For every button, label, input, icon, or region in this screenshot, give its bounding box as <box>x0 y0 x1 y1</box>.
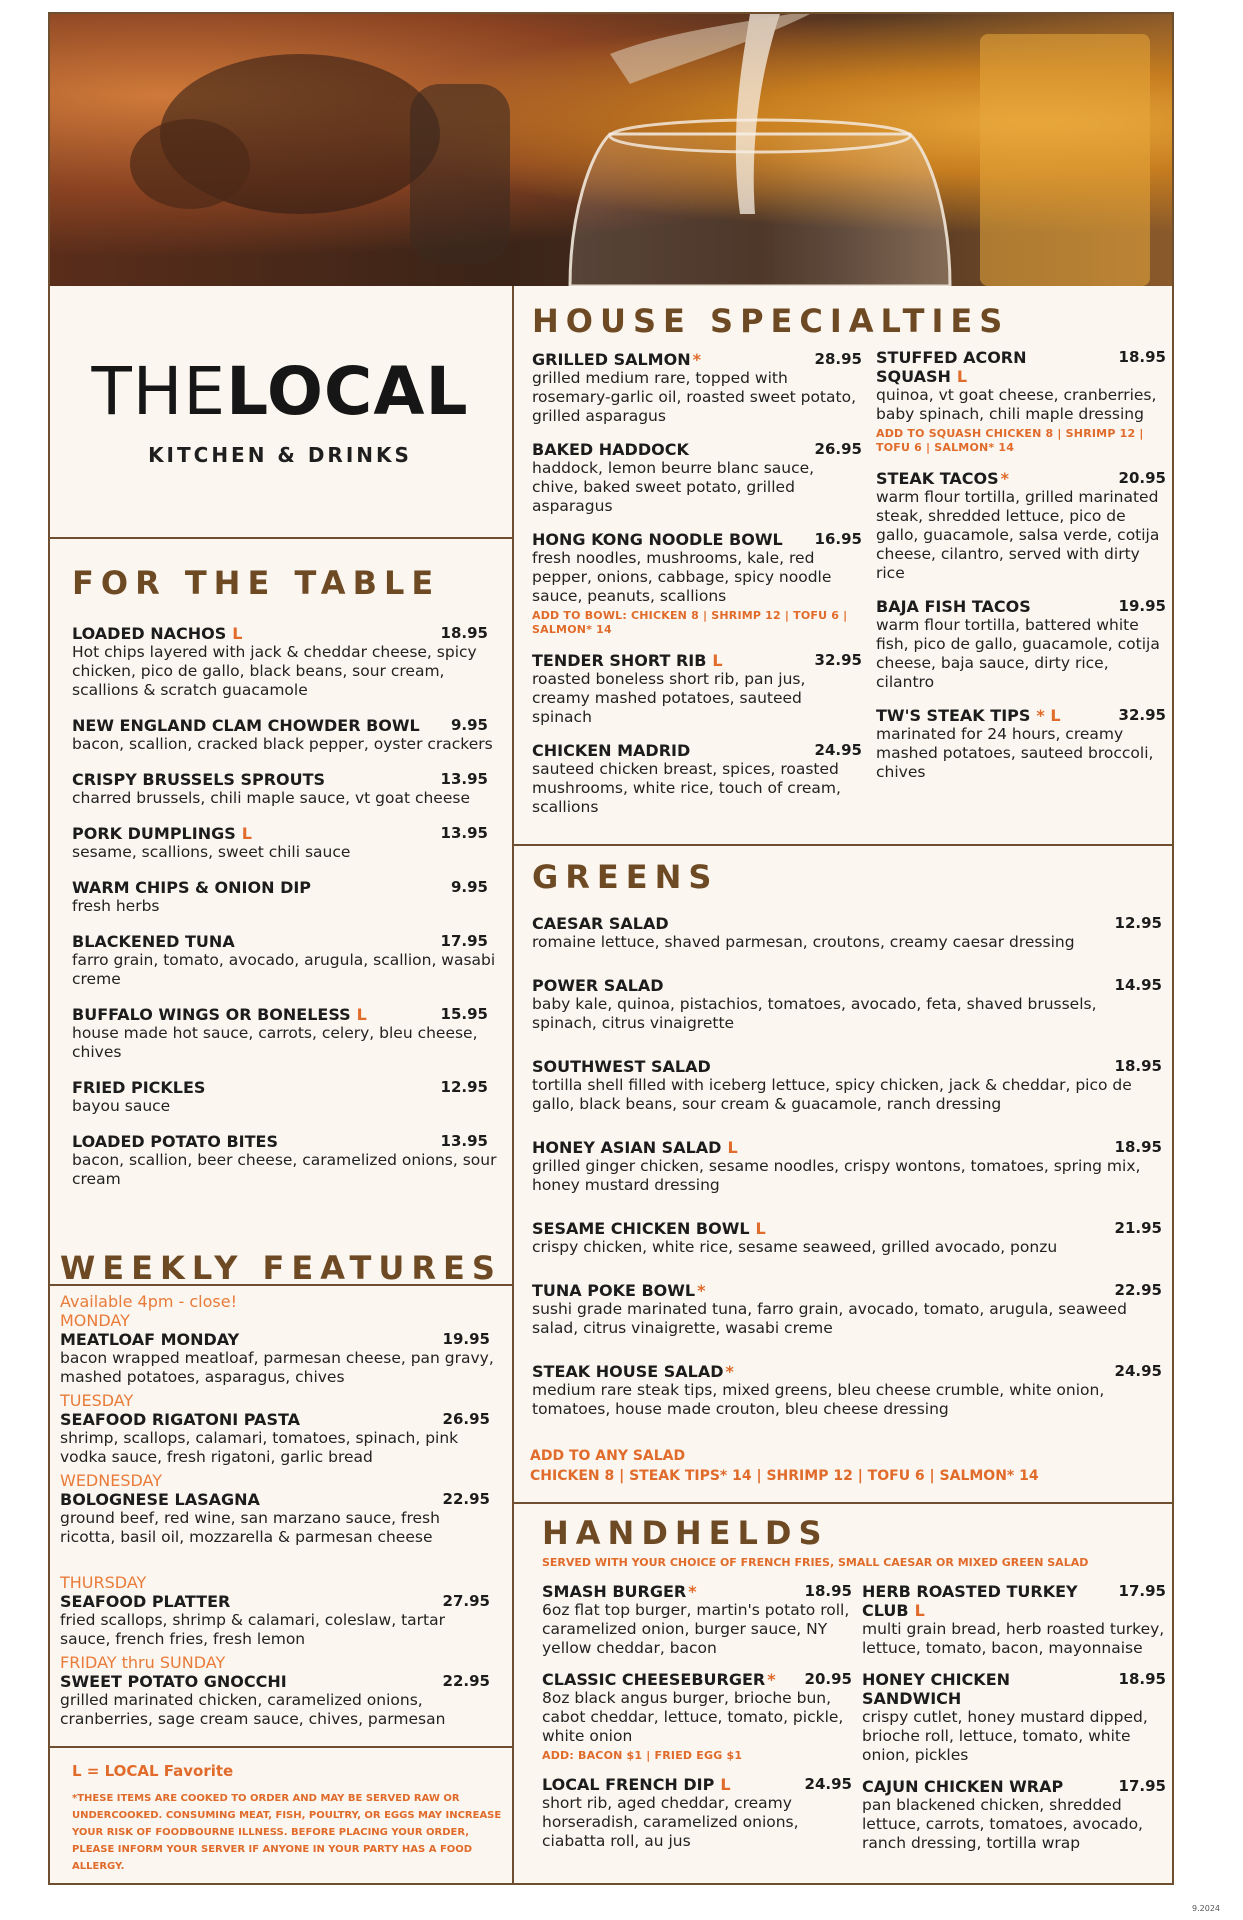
item-description: pan blackened chicken, shredded lettuce, carrots, tomatoes, avocado, ranch dressing, tortilla wrap <box>862 1796 1143 1852</box>
specialties-left <box>532 350 862 831</box>
weekly-item-description: grilled marinated chicken, caramelized onions, cranberries, sage cream sauce, chives, parmesan <box>60 1691 446 1728</box>
menu-item <box>532 914 1162 952</box>
menu-item <box>532 651 862 727</box>
column-divider <box>512 286 514 1885</box>
item-price: 12.95 <box>440 1078 488 1096</box>
item-price: 20.95 <box>1118 469 1166 487</box>
item-mark: * <box>692 350 701 369</box>
item-price: 18.95 <box>1114 1057 1162 1075</box>
item-name-text: SMASH BURGER <box>542 1582 687 1601</box>
item-name-text: CLASSIC CHEESEBURGER <box>542 1670 766 1689</box>
menu-item <box>72 824 504 862</box>
item-description: marinated for 24 hours, creamy mashed potatoes, sauteed broccoli, chives <box>876 725 1154 781</box>
item-price: 15.95 <box>440 1005 488 1023</box>
handhelds-subtitle <box>542 1556 1162 1569</box>
weekly-features <box>60 1292 500 1733</box>
item-description: sushi grade marinated tuna, farro grain, avocado, tomato, arugula, seaweed salad, citrus vinaigrette, wasabi creme <box>532 1300 1127 1337</box>
item-price: 18.95 <box>804 1582 852 1600</box>
item-name-text: LOCAL FRENCH DIP <box>542 1775 715 1794</box>
item-name <box>532 1138 1162 1157</box>
weekly-item <box>60 1391 500 1467</box>
item-price: 17.95 <box>440 932 488 950</box>
item-name-text: TENDER SHORT RIB <box>532 651 707 670</box>
item-addon: ADD: BACON $1 | FRIED EGG $1 <box>542 1749 743 1762</box>
item-name-text: BAJA FISH TACOS <box>876 597 1031 616</box>
section-title-house-specialties: HOUSE SPECIALTIES <box>532 302 1010 340</box>
item-name <box>72 1078 504 1097</box>
handhelds-right <box>862 1582 1166 1865</box>
item-description: 8oz black angus burger, brioche bun, cabot cheddar, lettuce, tomato, pickle, white onion <box>542 1689 844 1745</box>
item-description: 6oz flat top burger, martin's potato roll, caramelized onion, burger sauce, NY yellow cheddar, bacon <box>542 1601 850 1657</box>
brand-name <box>60 353 500 430</box>
item-description: haddock, lemon beurre blanc sauce, chive, baked sweet potato, grilled asparagus <box>532 459 815 515</box>
item-name-text: WARM CHIPS & ONION DIP <box>72 878 312 897</box>
item-addon: ADD TO SQUASH CHICKEN 8 | SHRIMP 12 | TOFU 6 | SALMON* 14 <box>876 427 1144 454</box>
item-price: 17.95 <box>1118 1777 1166 1795</box>
item-name <box>532 530 862 549</box>
menu-item <box>72 716 504 754</box>
item-name <box>72 624 504 643</box>
menu-item <box>72 1132 504 1189</box>
weekly-item-price: 27.95 <box>442 1592 490 1610</box>
menu-item <box>532 1362 1162 1419</box>
item-description: sesame, scallions, sweet chili sauce <box>72 843 351 861</box>
item-mark: * L <box>1036 706 1061 725</box>
menu-page <box>48 12 1220 1913</box>
item-price: 18.95 <box>1118 1670 1166 1688</box>
item-description: medium rare steak tips, mixed greens, bleu cheese crumble, white onion, tomatoes, house made crouton, bleu cheese dressing <box>532 1381 1105 1418</box>
salad-addon-line: CHICKEN 8 | STEAK TIPS* 14 | SHRIMP 12 | TOFU 6 | SALMON* 14 <box>530 1468 1039 1484</box>
weekly-day: MONDAY <box>60 1311 130 1330</box>
item-description: multi grain bread, herb roasted turkey, lettuce, tomato, bacon, mayonnaise <box>862 1620 1165 1657</box>
menu-item <box>542 1582 852 1658</box>
item-price: 21.95 <box>1114 1219 1162 1237</box>
item-price: 24.95 <box>1114 1362 1162 1380</box>
item-name-text: HONG KONG NOODLE BOWL <box>532 530 783 549</box>
item-price: 32.95 <box>814 651 862 669</box>
item-name-text: FRIED PICKLES <box>72 1078 206 1097</box>
item-mark: * <box>767 1670 776 1689</box>
legend <box>72 1762 502 1875</box>
menu-item <box>72 1005 504 1062</box>
item-name-text: HERB ROASTED TURKEY CLUB <box>862 1582 1078 1620</box>
item-name-text: STEAK HOUSE SALAD <box>532 1362 724 1381</box>
menu-item <box>532 350 862 426</box>
menu-item <box>72 624 504 700</box>
item-description: fresh herbs <box>72 897 160 915</box>
item-name-text: POWER SALAD <box>532 976 664 995</box>
item-mark: L <box>712 651 723 670</box>
menu-item <box>532 530 862 637</box>
brand-logo <box>60 353 500 467</box>
divider-specialties <box>514 844 1174 846</box>
item-mark: * <box>688 1582 697 1601</box>
salad-addon-title: ADD TO ANY SALAD <box>530 1448 686 1464</box>
salad-addons <box>530 1446 1160 1486</box>
weekly-item-description: bacon wrapped meatloaf, parmesan cheese, pan gravy, mashed potatoes, asparagus, chives <box>60 1349 494 1386</box>
item-description: tortilla shell filled with iceberg lettuce, spicy chicken, jack & cheddar, pico de gallo, black beans, sour cream & guacamole, ranch dressing <box>532 1076 1132 1113</box>
brand-subtitle: KITCHEN & DRINKS <box>148 443 412 467</box>
item-description: crispy chicken, white rice, sesame seaweed, grilled avocado, ponzu <box>532 1238 1058 1256</box>
handhelds-left <box>542 1582 852 1863</box>
item-name-text: CAESAR SALAD <box>532 914 669 933</box>
item-mark: L <box>755 1219 766 1238</box>
menu-item <box>876 348 1166 455</box>
item-name-text: STUFFED ACORN SQUASH <box>876 348 1027 386</box>
menu-item <box>532 741 862 817</box>
menu-item <box>532 1219 1162 1257</box>
item-name <box>532 914 1162 933</box>
menu-item <box>542 1775 852 1851</box>
brand-name-light: THE <box>91 353 227 430</box>
weekly-list <box>60 1311 500 1729</box>
weekly-item-name: SEAFOOD RIGATONI PASTA <box>60 1410 301 1429</box>
item-price: 13.95 <box>440 824 488 842</box>
item-mark: L <box>241 824 252 843</box>
weekly-item-row <box>60 1592 500 1611</box>
item-addon: ADD TO BOWL: CHICKEN 8 | SHRIMP 12 | TOFU 6 | SALMON* 14 <box>532 609 848 636</box>
item-name-text: SOUTHWEST SALAD <box>532 1057 711 1076</box>
item-name-text: HONEY CHICKEN SANDWICH <box>862 1670 1011 1708</box>
weekly-item-description: ground beef, red wine, san marzano sauce, fresh ricotta, basil oil, mozzarella & parmesan cheese <box>60 1509 440 1546</box>
weekly-item-name: SWEET POTATO GNOCCHI <box>60 1672 287 1691</box>
item-name <box>532 741 862 760</box>
item-description: warm flour tortilla, grilled marinated steak, shredded lettuce, pico de gallo, guacamole, salsa verde, cotija cheese, cilantro, served with dirty rice <box>876 488 1160 582</box>
item-name-text: HONEY ASIAN SALAD <box>532 1138 722 1157</box>
item-price: 24.95 <box>804 1775 852 1793</box>
item-description: charred brussels, chili maple sauce, vt goat cheese <box>72 789 470 807</box>
item-name-text: BLACKENED TUNA <box>72 932 235 951</box>
item-name-text: CHICKEN MADRID <box>532 741 691 760</box>
item-name <box>72 824 504 843</box>
item-price: 14.95 <box>1114 976 1162 994</box>
section-title-greens: GREENS <box>532 858 719 896</box>
item-name <box>532 440 862 459</box>
specialties-right <box>876 348 1166 796</box>
item-price: 20.95 <box>804 1670 852 1688</box>
item-name <box>532 1057 1162 1076</box>
menu-item <box>532 440 862 516</box>
divider-legend <box>50 1746 512 1748</box>
weekly-item-price: 22.95 <box>442 1490 490 1508</box>
weekly-item-name: SEAFOOD PLATTER <box>60 1592 231 1611</box>
hero-photo <box>50 14 1172 286</box>
item-description: grilled medium rare, topped with rosemary-garlic oil, roasted sweet potato, grilled asparagus <box>532 369 856 425</box>
item-description: bacon, scallion, beer cheese, caramelized onions, sour cream <box>72 1151 497 1188</box>
item-name <box>532 1219 1162 1238</box>
menu-item <box>876 597 1166 692</box>
weekly-item-row <box>60 1330 500 1349</box>
item-name-text: TW'S STEAK TIPS <box>876 706 1031 725</box>
item-name-text: CAJUN CHICKEN WRAP <box>862 1777 1064 1796</box>
menu-item <box>532 1057 1162 1114</box>
menu-item <box>876 469 1166 583</box>
weekly-item-price: 19.95 <box>442 1330 490 1348</box>
weekly-day: TUESDAY <box>60 1391 134 1410</box>
legend-local-favorite: L = LOCAL Favorite <box>72 1762 234 1780</box>
weekly-available: Available 4pm - close! <box>60 1292 237 1311</box>
item-name-text: CRISPY BRUSSELS SPROUTS <box>72 770 326 789</box>
weekly-item-name: MEATLOAF MONDAY <box>60 1330 240 1349</box>
item-name <box>532 1281 1162 1300</box>
menu-item <box>532 1138 1162 1195</box>
item-mark: L <box>356 1005 367 1024</box>
weekly-item <box>60 1471 500 1547</box>
item-price: 13.95 <box>440 1132 488 1150</box>
item-price: 28.95 <box>814 350 862 368</box>
weekly-day: THURSDAY <box>60 1573 147 1592</box>
item-mark: L <box>727 1138 738 1157</box>
weekly-item-description: shrimp, scallops, calamari, tomatoes, spinach, pink vodka sauce, fresh rigatoni, garlic bread <box>60 1429 459 1466</box>
item-name <box>72 716 504 735</box>
section-title-handhelds: HANDHELDS <box>542 1514 829 1552</box>
menu-item <box>72 770 504 808</box>
weekly-item-price: 26.95 <box>442 1410 490 1428</box>
menu-item <box>862 1777 1166 1853</box>
item-price: 9.95 <box>450 716 488 734</box>
divider-brand <box>50 537 512 539</box>
item-name-text: PORK DUMPLINGS <box>72 824 236 843</box>
item-mark: * <box>725 1362 734 1381</box>
item-price: 17.95 <box>1118 1582 1166 1600</box>
item-price: 16.95 <box>814 530 862 548</box>
item-name <box>72 770 504 789</box>
item-description: baby kale, quinoa, pistachios, tomatoes, avocado, feta, shaved brussels, spinach, citrus vinaigrette <box>532 995 1097 1032</box>
item-price: 26.95 <box>814 440 862 458</box>
item-description: fresh noodles, mushrooms, kale, red pepper, onions, cabbage, spicy noodle sauce, peanuts, scallions <box>532 549 832 605</box>
menu-item <box>532 976 1162 1033</box>
divider-greens <box>514 1502 1174 1504</box>
item-name-text: STEAK TACOS <box>876 469 999 488</box>
item-name-text: GRILLED SALMON <box>532 350 691 369</box>
legend-raw-warning: *THESE ITEMS ARE COOKED TO ORDER AND MAY BE SERVED RAW OR UNDERCOOKED. CONSUMING MEAT, FISH, POULTRY, OR EGGS MAY INCREASE YOUR RISK OF FOODBOURNE ILLNESS. BEFORE PLACING YOUR ORDER, PLEASE INFORM YOUR SERVER IF ANYONE IN YOUR PARTY HAS A FOOD ALLERGY. <box>72 1793 502 1872</box>
item-name-text: BUFFALO WINGS OR BONELESS <box>72 1005 351 1024</box>
item-name-text: TUNA POKE BOWL <box>532 1281 696 1300</box>
item-price: 19.95 <box>1118 597 1166 615</box>
footer-code: 9.2024 <box>1192 1904 1220 1913</box>
item-price: 18.95 <box>1114 1138 1162 1156</box>
item-description: romaine lettuce, shaved parmesan, croutons, creamy caesar dressing <box>532 933 1075 951</box>
item-name <box>532 976 1162 995</box>
item-mark: L <box>232 624 243 643</box>
item-description: roasted boneless short rib, pan jus, creamy mashed potatoes, sauteed spinach <box>532 670 806 726</box>
item-description: bayou sauce <box>72 1097 171 1115</box>
handhelds-subtitle-text: SERVED WITH YOUR CHOICE OF FRENCH FRIES, SMALL CAESAR OR MIXED GREEN SALAD <box>542 1556 1089 1569</box>
item-description: house made hot sauce, carrots, celery, bleu cheese, chives <box>72 1024 478 1061</box>
weekly-day: WEDNESDAY <box>60 1471 162 1490</box>
menu-item <box>862 1582 1166 1658</box>
item-name <box>72 878 504 897</box>
section-title-for-the-table: FOR THE TABLE <box>72 564 441 602</box>
menu-item <box>862 1670 1166 1765</box>
weekly-item <box>60 1311 500 1387</box>
item-name <box>72 1132 504 1151</box>
greens-list <box>532 914 1162 1443</box>
weekly-item <box>60 1653 500 1729</box>
menu-item <box>532 1281 1162 1338</box>
item-price: 13.95 <box>440 770 488 788</box>
brand-name-bold: LOCAL <box>226 353 469 430</box>
item-price: 9.95 <box>450 878 488 896</box>
item-name <box>72 1005 504 1024</box>
item-description: crispy cutlet, honey mustard dipped, brioche roll, lettuce, tomato, white onion, pickles <box>862 1708 1148 1764</box>
item-description: bacon, scallion, cracked black pepper, oyster crackers <box>72 735 493 753</box>
item-price: 32.95 <box>1118 706 1166 724</box>
menu-item <box>72 878 504 916</box>
weekly-item-name: BOLOGNESE LASAGNA <box>60 1490 260 1509</box>
item-name <box>532 1362 1162 1381</box>
item-name-text: LOADED POTATO BITES <box>72 1132 278 1151</box>
menu-item <box>72 932 504 989</box>
item-description: short rib, aged cheddar, creamy horseradish, caramelized onions, ciabatta roll, au jus <box>542 1794 799 1850</box>
item-price: 18.95 <box>1118 348 1166 366</box>
weekly-item-row <box>60 1672 500 1691</box>
item-name <box>532 350 862 369</box>
menu-item <box>876 706 1166 782</box>
item-mark: L <box>720 1775 731 1794</box>
item-description: quinoa, vt goat cheese, cranberries, baby spinach, chili maple dressing <box>876 386 1157 423</box>
item-price: 18.95 <box>440 624 488 642</box>
item-name <box>532 651 862 670</box>
item-price: 24.95 <box>814 741 862 759</box>
weekly-item-price: 22.95 <box>442 1672 490 1690</box>
item-name-text: SESAME CHICKEN BOWL <box>532 1219 750 1238</box>
item-mark: L <box>956 367 968 386</box>
weekly-item-description: fried scallops, shrimp & calamari, coleslaw, tartar sauce, french fries, fresh lemon <box>60 1611 445 1648</box>
item-mark: * <box>1000 469 1010 488</box>
item-description: grilled ginger chicken, sesame noodles, crispy wontons, tomatoes, spring mix, honey mustard dressing <box>532 1157 1141 1194</box>
item-name-text: NEW ENGLAND CLAM CHOWDER BOWL <box>72 716 420 735</box>
item-price: 12.95 <box>1114 914 1162 932</box>
item-price: 22.95 <box>1114 1281 1162 1299</box>
item-description: farro grain, tomato, avocado, arugula, scallion, wasabi creme <box>72 951 496 988</box>
menu-item <box>542 1670 852 1763</box>
item-mark: * <box>697 1281 706 1300</box>
item-name-text: BAKED HADDOCK <box>532 440 689 459</box>
item-description: warm flour tortilla, battered white fish, pico de gallo, guacamole, cotija cheese, baja sauce, dirty rice, cilantro <box>876 616 1160 691</box>
weekly-item <box>60 1573 500 1649</box>
item-name <box>72 932 504 951</box>
for-the-table-list <box>72 624 504 1205</box>
section-title-weekly-features: WEEKLY FEATURES <box>60 1249 502 1287</box>
item-description: Hot chips layered with jack & cheddar cheese, spicy chicken, pico de gallo, black beans, sour cream, scallions & scratch guacamole <box>72 643 477 699</box>
item-name-text: LOADED NACHOS <box>72 624 227 643</box>
item-description: sauteed chicken breast, spices, roasted mushrooms, white rice, touch of cream, scallions <box>532 760 841 816</box>
glass-pour-illustration <box>50 14 1172 286</box>
menu-item <box>72 1078 504 1116</box>
item-mark: L <box>914 1601 925 1620</box>
weekly-day: FRIDAY thru SUNDAY <box>60 1653 226 1672</box>
weekly-item-row <box>60 1490 500 1509</box>
weekly-item-row <box>60 1410 500 1429</box>
